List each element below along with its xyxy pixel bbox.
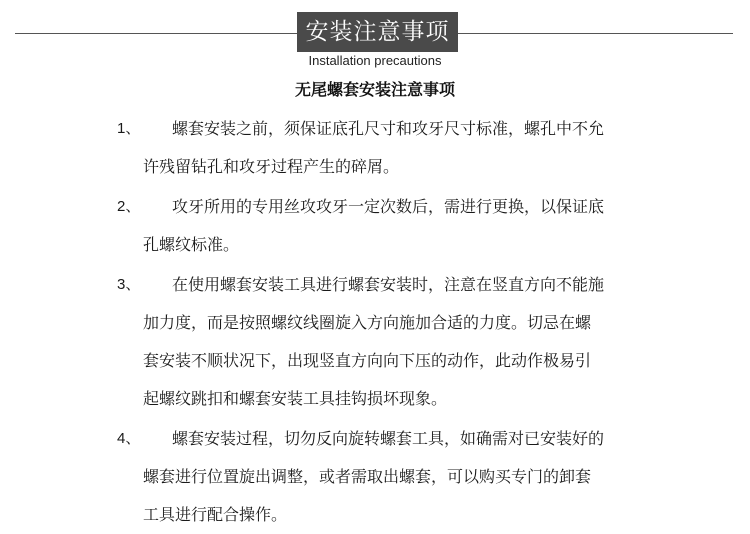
section-title-en: Installation precautions [308,53,442,68]
item-text-line: 起螺纹跳扣和螺套安装工具挂钩损坏现象。 [143,389,448,408]
item-number: 3、 [117,276,141,293]
item-number: 2、 [117,198,141,215]
item-text-line: 攻牙所用的专用丝攻攻牙一定次数后，需进行更换，以保证底 [172,197,605,216]
item-text-line: 螺套安装之前，须保证底孔尺寸和攻牙尺寸标准，螺孔中不允 [172,119,605,138]
item-number: 1、 [117,120,141,137]
item-text-line: 螺套进行位置旋出调整，或者需取出螺套，可以购买专门的卸套 [143,467,592,486]
item-text-line: 套安装不顺状况下，出现竖直方向向下压的动作，此动作极易引 [143,351,592,370]
list-item [0,110,750,186]
item-text-line: 加力度，而是按照螺纹线圈旋入方向施加合适的力度。切忌在螺 [143,313,592,332]
item-text-line: 许残留钻孔和攻牙过程产生的碎屑。 [143,157,400,176]
list-item [0,420,750,534]
item-text-line: 在使用螺套安装工具进行螺套安装时，注意在竖直方向不能施 [172,275,605,294]
list-item [0,266,750,418]
header-rule-right [458,33,733,34]
list-item [0,188,750,264]
section-title-cn: 安装注意事项 [297,12,458,52]
item-text-line: 工具进行配合操作。 [143,505,288,524]
precautions-list [0,110,750,528]
document-title: 无尾螺套安装注意事项 [294,80,455,99]
item-number: 4、 [117,430,141,447]
item-text-line: 孔螺纹标准。 [143,235,240,254]
header-rule-left [15,33,297,34]
item-text-line: 螺套安装过程，切勿反向旋转螺套工具，如确需对已安装好的 [172,429,605,448]
